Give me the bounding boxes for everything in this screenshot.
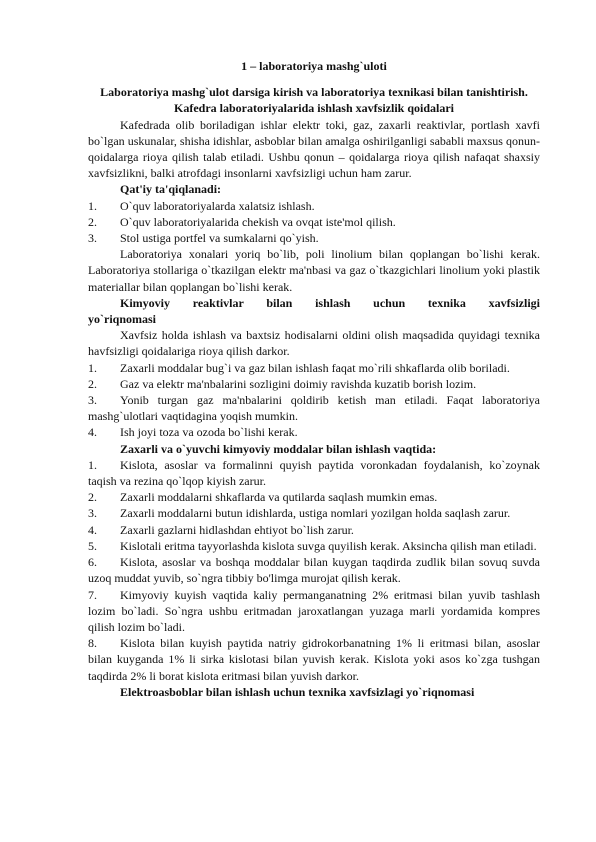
list-item-number: 4. <box>88 522 97 537</box>
list-item-number: 8. <box>88 636 97 651</box>
list-item <box>88 424 540 440</box>
list-item <box>88 457 540 489</box>
list-item-number: 3. <box>88 506 97 521</box>
list-item <box>88 554 540 586</box>
list-item <box>88 392 540 424</box>
safety-list <box>88 360 540 441</box>
list-item-number: 2. <box>88 214 97 229</box>
list-item-text: Kimyoviy kuyish vaqtida kaliy permanganatning 2% eritmasi bilan yuvib tashlash lozim bo`ladi. So`ngra ushbu eritmadan jaroxatlangan yuzaga marli yordamida kompres qilish lozim bo`ladi. <box>88 587 540 634</box>
list-item <box>88 635 540 684</box>
list-item-number: 3. <box>88 393 97 408</box>
list-item-text: Zaxarli moddalarni butun idishlarda, ustiga nomlari yozilgan holda saqlash zarur. <box>120 506 511 521</box>
list-item-number: 6. <box>88 555 97 570</box>
list-item-text: Ish joyi toza va ozoda bo`lishi kerak. <box>120 425 298 440</box>
prohibited-heading: Qat'iy ta'qiqlanadi: <box>120 182 222 197</box>
list-item-text: Yonib turgan gaz ma'nbalarini qoldirib ketish man etiladi. Faqat laboratoriya mashg`ulotlari vaqtidagina yoqish mumkin. <box>88 393 540 424</box>
section-heading-chemical-reagents: Kimyoviy reaktivlar bilan ishlash uchun texnika xavfsizligi yo`riqnomasi <box>88 295 540 327</box>
list-item-number: 1. <box>88 457 97 472</box>
list-item <box>88 214 540 230</box>
list-item <box>88 587 540 636</box>
list-item-text: Kislota bilan kuyish paytida natriy gidrokorbanatning 1% li eritmasi bilan, asoslar bilan kuyganda 1% li sirka kislotasi bilan yuvish kerak. Kislota yoki asos ko`zga tushgan taqdirda 2% li borat kislota eritmasi bilan yuvish darkor. <box>88 636 540 683</box>
list-item-number: 2. <box>88 490 97 505</box>
list-item-number: 3. <box>88 231 97 246</box>
list-item-text: Kislota, asoslar va boshqa moddalar bilan kuygan taqdirda zudlik bilan sovuq suvda uzoq muddat yuvib, so`ngra tibbiy bo'limga murojat qilish kerak. <box>88 555 540 586</box>
intro-paragraph: Kafedrada olib boriladigan ishlar elektr toki, gaz, zaxarli reaktivlar, portlash xavfi bo`lgan uskunalar, shisha idishlar, asboblar bilan amalga oshirilganligi sababli maxsus qonun-qoidalarga rioya qilish talab etiladi. Ushbu qonun – qoidalarga rioya qilish nafaqat shaxsiy xavfsizlikni, balki atrofdagi insonlarni xavfsizligi uchun ham zarur. <box>88 117 540 181</box>
safety-paragraph: Xavfsiz holda ishlash va baxtsiz hodisalarni oldini olish maqsadida quyidagi texnika havfsizligi qoidalariga rioya qilish darkor. <box>88 328 540 359</box>
list-item-text: Zaxarli gazlarni hidlashdan ehtiyot bo`lish zarur. <box>120 522 354 537</box>
list-item-text: Kislotali eritma tayyorlashda kislota suvga quyilish kerak. Aksincha qilish man etiladi. <box>120 538 537 553</box>
list-item-text: O`quv laboratoriyalarida chekish va ovqat iste'mol qilish. <box>120 214 396 229</box>
toxic-list <box>88 457 540 684</box>
list-item-text: Stol ustiga portfel va sumkalarni qo`yish. <box>120 231 319 246</box>
laboratory-paragraph: Laboratoriya xonalari yoriq bo`lib, poli linolium bilan qoplangan bo`lishi kerak. Laboratoriya stollariga o`tkazilgan elektr ma'nbasi va gaz o`tkazgichlari linolium yoki plastik materiallar bilan qoplangan bo`lishi kerak. <box>88 247 540 294</box>
list-item-number: 1. <box>88 360 97 375</box>
list-item-text: Gaz va elektr ma'nbalarini sozligini doimiy ravishda kuzatib borish lozim. <box>120 376 477 391</box>
list-item-number: 1. <box>88 198 97 213</box>
document-subtitle: Laboratoriya mashg`ulot darsiga kirish va laboratoriya texnikasi bilan tanishtirish. <box>100 85 528 100</box>
document-page <box>88 58 540 700</box>
section-heading-toxic-substances: Zaxarli va o`yuvchi kimyoviy moddalar bilan ishlash vaqtida: <box>120 441 437 456</box>
list-item-text: O`quv laboratoriyalarda xalatsiz ishlash. <box>120 198 315 213</box>
prohibited-list <box>88 198 540 247</box>
list-item <box>88 538 540 554</box>
list-item <box>88 198 540 214</box>
list-item <box>88 489 540 505</box>
list-item <box>88 360 540 376</box>
list-item-number: 7. <box>88 587 97 602</box>
page-title: 1 – laboratoriya mashg`uloti <box>241 59 387 73</box>
list-item <box>88 505 540 521</box>
list-item-number: 4. <box>88 425 97 440</box>
list-item-number: 2. <box>88 376 97 391</box>
list-item-text: Zaxarli moddalar bug`i va gaz bilan ishlash faqat mo`rili shkaflarda olib boriladi. <box>120 360 510 375</box>
list-item <box>88 230 540 246</box>
list-item <box>88 376 540 392</box>
section-heading-electrical-equipment: Elektroasboblar bilan ishlash uchun texnika xavfsizlagi yo`riqnomasi <box>120 684 475 699</box>
list-item-text: Zaxarli moddalarni shkaflarda va qutilarda saqlash mumkin emas. <box>120 490 438 505</box>
list-item-text: Kislota, asoslar va formalinni quyish paytida voronkadan foydalanish, ko`zoynak taqish va rezina qo`lqop kiyish zarur. <box>88 457 540 489</box>
list-item <box>88 522 540 538</box>
list-item-number: 5. <box>88 538 97 553</box>
section-heading-safety-rules: Kafedra laboratoriyalarida ishlash xavfsizlik qoidalari <box>173 101 454 116</box>
